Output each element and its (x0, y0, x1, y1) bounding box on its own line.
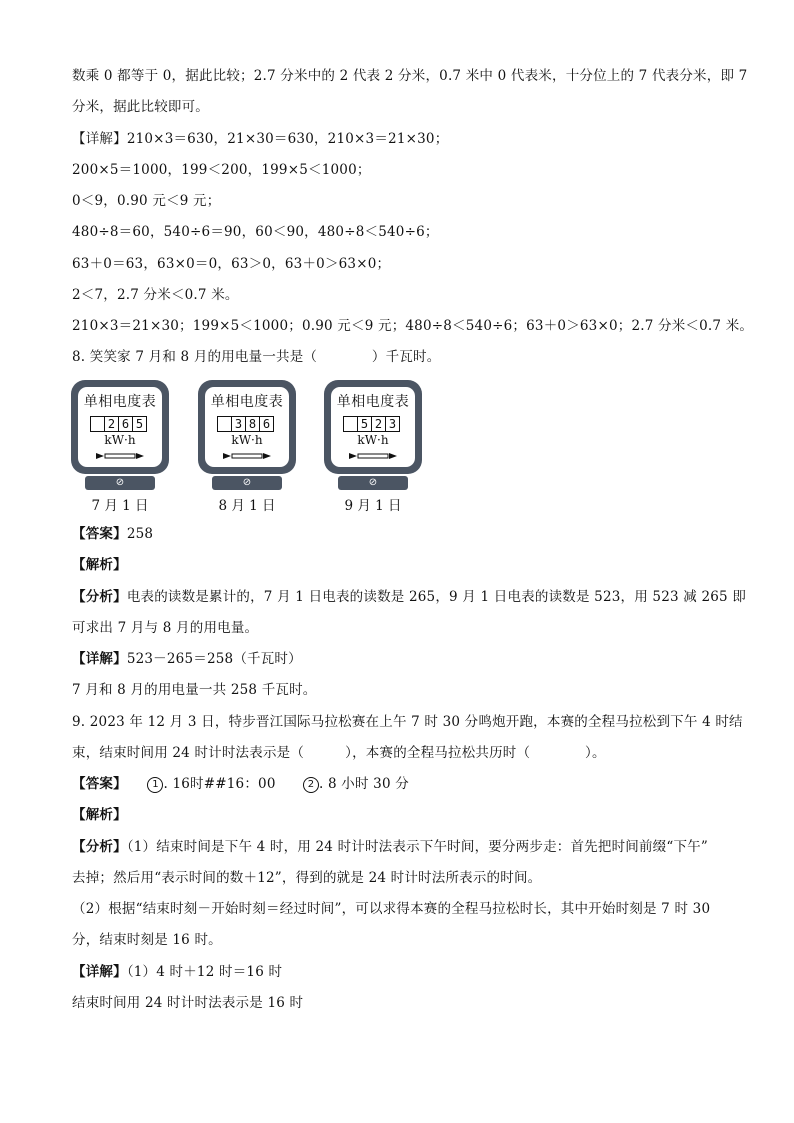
detail-line (72, 650, 302, 668)
analysis-line: 可求出 7 月与 8 月的用电量。 (72, 620, 259, 636)
meter-digits (344, 416, 400, 432)
meter-date: 9 月 1 日 (344, 498, 402, 514)
meter-symbol-icon: ⊘ (115, 477, 125, 488)
answer-line (72, 775, 409, 793)
meter-arrow-icon (96, 451, 144, 461)
meter-face (78, 387, 162, 467)
section-tag: 【详解】 (72, 131, 127, 147)
fenxi-tag: 【分析】 (72, 589, 127, 605)
meter-digits (91, 416, 147, 432)
meter-digit: 5 (357, 416, 372, 432)
text-line: 200×5＝1000，199＜200，199×5＜1000； (72, 162, 371, 178)
meter-base (212, 476, 282, 490)
analysis-tag: 【解析】 (72, 557, 127, 573)
meter-digit: 5 (132, 416, 147, 432)
electric-meter-august (198, 380, 296, 494)
fenxi-tag: 【分析】 (72, 839, 127, 855)
answer-line (72, 525, 153, 543)
meter-unit: kW·h (357, 433, 389, 447)
text-line: 480÷8＝60，540÷6＝90，60＜90，480÷8＜540÷6； (72, 224, 439, 240)
analysis-line: （2）根据“结束时刻－开始时刻＝经过时间”，可以求得本赛的全程马拉松时长，其中开始时刻是 7 时 30 (72, 901, 711, 917)
text-line: 2＜7，2.7 分米＜0.7 米。 (72, 287, 239, 303)
detail-tag: 【详解】 (72, 964, 127, 980)
meter-arrow-icon (349, 451, 397, 461)
meter-title: 单相电度表 (210, 394, 284, 410)
answer-tag: 【答案】 (72, 776, 121, 792)
electric-meter-september (324, 380, 422, 494)
text-line (72, 130, 448, 148)
analysis-tag: 【解析】 (72, 807, 127, 823)
meter-digit: 2 (104, 416, 119, 432)
meter-date: 8 月 1 日 (218, 498, 276, 514)
meter-arrow-icon (223, 451, 271, 461)
meter-digit: 8 (245, 416, 260, 432)
question-9-cont: 束，结束时间用 24 时计时法表示是（ ），本赛的全程马拉松共历时（ ）。 (72, 745, 606, 761)
meter-face (331, 387, 415, 467)
analysis-line: 分，结束时刻是 16 时。 (72, 932, 222, 948)
meter-digit: 6 (118, 416, 133, 432)
meter-digit: 3 (231, 416, 246, 432)
circled-number: 2 (303, 777, 319, 793)
meter-title: 单相电度表 (83, 394, 157, 410)
text-line: 分米，据此比较即可。 (72, 99, 209, 115)
conclusion-line: 7 月和 8 月的用电量一共 258 千瓦时。 (72, 682, 317, 698)
meter-face (205, 387, 289, 467)
detail-tag: 【详解】 (72, 651, 127, 667)
meter-digit: 6 (259, 416, 274, 432)
analysis-line (72, 588, 746, 606)
analysis-line (72, 838, 708, 856)
analysis-line: 去掉；然后用“表示时间的数＋12”，得到的就是 24 时计时法所表示的时间。 (72, 870, 542, 886)
detail-text: （1）4 时＋12 时＝16 时 (126, 964, 283, 980)
answer-tag: 【答案】 (72, 526, 127, 542)
detail-text: 523－265＝258（千瓦时） (126, 651, 302, 667)
meter-digits (218, 416, 274, 432)
answer-value: 258 (126, 526, 154, 542)
meter-digit (90, 416, 105, 432)
meter-digit: 2 (371, 416, 386, 432)
equation: 210×3＝630，21×30＝630，210×3＝21×30； (126, 131, 449, 147)
detail-line: 结束时间用 24 时计时法表示是 16 时 (72, 995, 304, 1011)
circled-number: 1 (147, 777, 163, 793)
meter-title: 单相电度表 (336, 394, 410, 410)
meter-digit (343, 416, 358, 432)
detail-line (72, 963, 282, 981)
meter-base (338, 476, 408, 490)
answer-value: . 8 小时 30 分 (319, 776, 409, 792)
meter-symbol-icon: ⊘ (242, 477, 252, 488)
question-9: 9. 2023 年 12 月 3 日，特步晋江国际马拉松赛在上午 7 时 30 分鸣炮开跑，本赛的全程马拉松到下午 4 时结 (72, 714, 743, 730)
electric-meter-july (71, 380, 169, 494)
analysis-text: （1）结束时间是下午 4 时，用 24 时计时法表示下午时间，要分两步走：首先把时间前缀“下午” (126, 839, 708, 855)
analysis-text: 电表的读数是累计的，7 月 1 日电表的读数是 265，9 月 1 日电表的读数是 523，用 523 减 265 即 (126, 589, 747, 605)
meter-date: 7 月 1 日 (91, 498, 149, 514)
meter-unit: kW·h (104, 433, 136, 447)
meter-symbol-icon: ⊘ (368, 477, 378, 488)
text-line: 数乘 0 都等于 0，据此比较；2.7 分米中的 2 代表 2 分米，0.7 米中 0 代表米，十分位上的 7 代表分米，即 7 (72, 68, 748, 84)
answer-value: . 16时##16：00 (163, 776, 276, 792)
meter-digit (217, 416, 232, 432)
text-line: 210×3＝21×30；199×5＜1000；0.90 元＜9 元；480÷8＜540÷6；63＋0＞63×0；2.7 分米＜0.7 米。 (72, 318, 754, 334)
text-line: 0＜9，0.90 元＜9 元； (72, 193, 221, 209)
meter-digit: 3 (385, 416, 400, 432)
question-8: 8. 笑笑家 7 月和 8 月的用电量一共是（ ）千瓦时。 (72, 349, 441, 365)
meter-unit: kW·h (231, 433, 263, 447)
meter-base (85, 476, 155, 490)
text-line: 63＋0＝63，63×0＝0，63＞0，63＋0＞63×0； (72, 256, 391, 272)
